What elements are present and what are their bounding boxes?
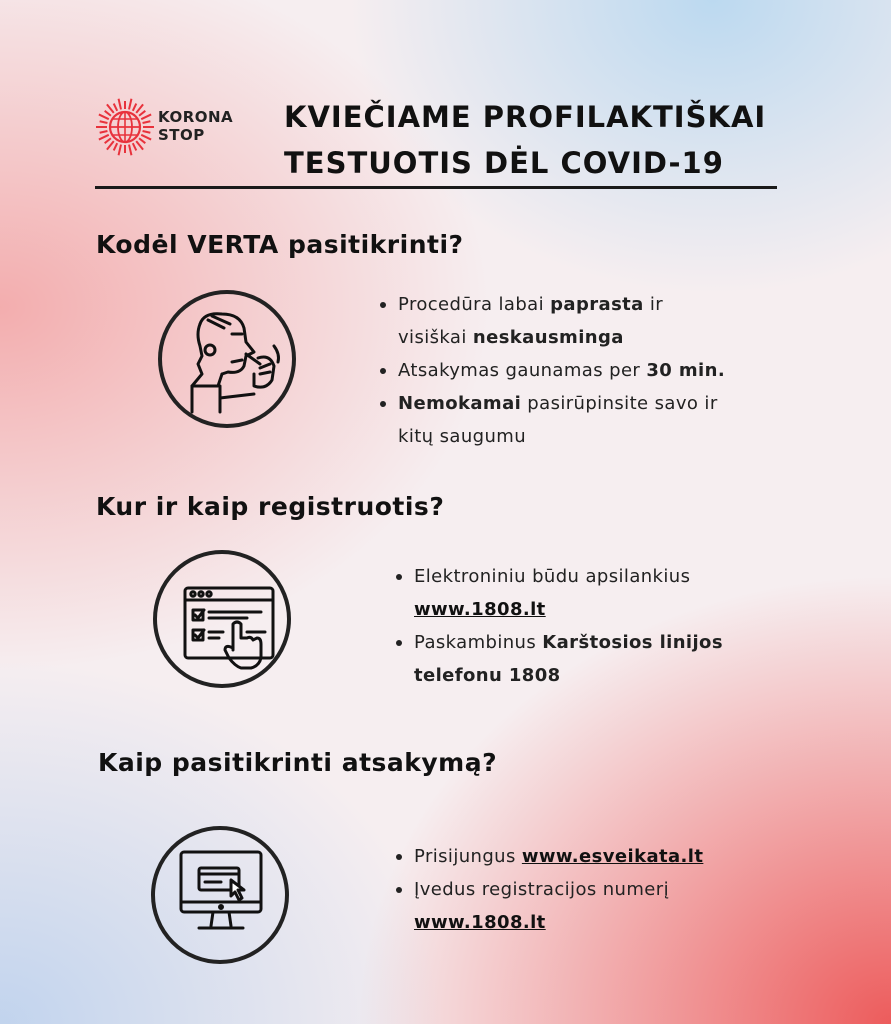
page-title-line2: TESTUOTIS DĖL COVID-19 xyxy=(284,146,724,180)
online-form-click-icon xyxy=(153,550,291,688)
title-divider xyxy=(95,186,777,189)
list-item: Paskambinus Karštosios linijos telefonu 1808 xyxy=(394,626,814,692)
section-heading-register: Kur ir kaip registruotis? xyxy=(96,492,445,521)
link-esveikata[interactable]: www.esveikata.lt xyxy=(521,846,704,867)
korona-stop-logo xyxy=(96,96,246,158)
list-item: Nemokamai pasirūpinsite savo ir kitų saugumu xyxy=(378,387,798,453)
logo-text-korona: KORONA xyxy=(158,108,234,126)
section-list-check xyxy=(394,840,814,939)
link-1808-results[interactable]: www.1808.lt xyxy=(414,912,546,933)
logo-text-stop: STOP xyxy=(158,126,205,144)
sun-globe-icon xyxy=(96,96,154,158)
list-item: Prisijungus www.esveikata.lt xyxy=(394,840,814,873)
section-heading-check: Kaip pasitikrinti atsakymą? xyxy=(98,748,498,777)
list-item: Procedūra labai paprasta ir visiškai neskausminga xyxy=(378,288,798,354)
section-heading-why: Kodėl VERTA pasitikrinti? xyxy=(96,230,464,259)
link-1808[interactable]: www.1808.lt xyxy=(414,599,546,620)
section-list-why xyxy=(378,288,798,453)
page-title-line1: KVIEČIAME PROFILAKTIŠKAI xyxy=(284,100,767,134)
section-list-register xyxy=(394,560,814,692)
nasal-swab-test-icon xyxy=(158,290,296,428)
list-item: Atsakymas gaunamas per 30 min. xyxy=(378,354,798,387)
page-title xyxy=(284,94,844,186)
list-item: Elektroniniu būdu apsilankius www.1808.lt xyxy=(394,560,814,626)
computer-monitor-icon xyxy=(151,826,289,964)
list-item: Įvedus registracijos numerį www.1808.lt xyxy=(394,873,814,939)
